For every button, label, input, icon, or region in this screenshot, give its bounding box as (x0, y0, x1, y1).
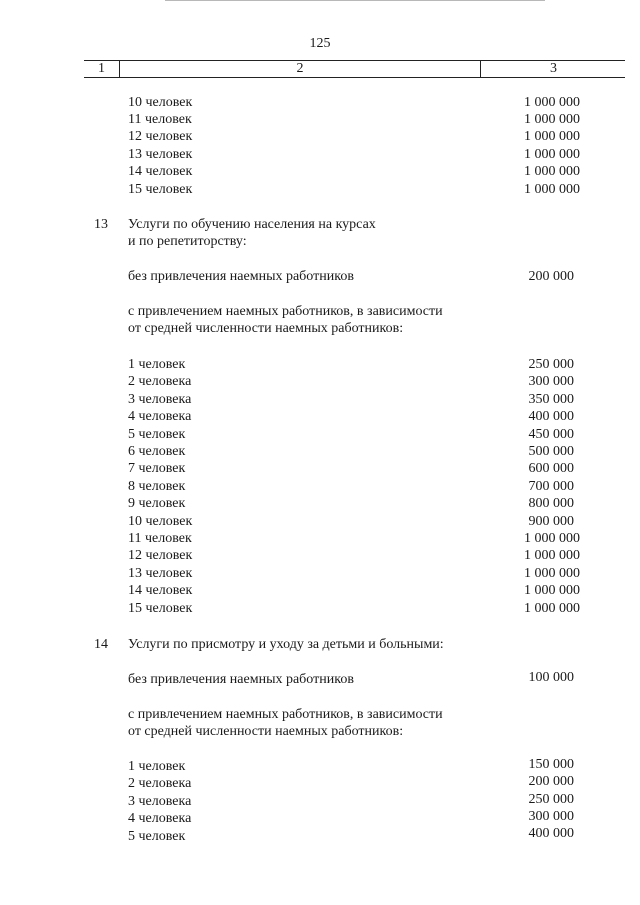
section-number: 14 (94, 637, 108, 652)
row-label: 10 человек (128, 95, 193, 110)
section-title: Услуги по обучению населения на курсах (128, 217, 376, 232)
row-label: 12 человек (128, 548, 193, 563)
row-label: 2 человека (128, 776, 192, 791)
row-label: 5 человек (128, 427, 186, 442)
table-header (84, 60, 625, 78)
row-value: 250 000 (528, 792, 574, 807)
row-label: 7 человек (128, 461, 186, 476)
row-value: 1 000 000 (524, 583, 580, 598)
row-label: 10 человек (128, 514, 193, 529)
row-value: 400 000 (528, 409, 574, 424)
row-value: 1 000 000 (524, 147, 580, 162)
no-hire-label: без привлечения наемных работников (128, 269, 354, 284)
row-value: 800 000 (528, 496, 574, 511)
header-col-3: 3 (480, 61, 626, 77)
row-label: 4 человека (128, 409, 192, 424)
row-value: 1 000 000 (524, 164, 580, 179)
row-value: 250 000 (528, 357, 574, 372)
row-label: 4 человека (128, 811, 192, 826)
row-label: 3 человека (128, 392, 192, 407)
row-value: 1 000 000 (524, 601, 580, 616)
row-label: 1 человек (128, 357, 186, 372)
row-value: 300 000 (528, 809, 574, 824)
row-label: 11 человек (128, 531, 192, 546)
row-label: 8 человек (128, 479, 186, 494)
no-hire-value: 200 000 (528, 269, 574, 284)
row-label: 11 человек (128, 112, 192, 127)
section-number: 13 (94, 217, 108, 232)
row-label: 6 человек (128, 444, 186, 459)
no-hire-value: 100 000 (528, 670, 574, 685)
row-label: 14 человек (128, 164, 193, 179)
row-label: 13 человек (128, 147, 193, 162)
row-label: 3 человека (128, 794, 192, 809)
section-title-cont: и по репетиторству: (128, 234, 247, 249)
row-value: 1 000 000 (524, 566, 580, 581)
row-value: 900 000 (528, 514, 574, 529)
row-value: 1 000 000 (524, 548, 580, 563)
row-label: 14 человек (128, 583, 193, 598)
row-value: 700 000 (528, 479, 574, 494)
hire-intro-cont: от средней численности наемных работников: (128, 724, 404, 739)
hire-intro: с привлечением наемных работников, в зависимости (128, 304, 443, 319)
row-label: 15 человек (128, 601, 193, 616)
row-value: 150 000 (528, 757, 574, 772)
row-value: 450 000 (528, 427, 574, 442)
row-label: 2 человека (128, 374, 192, 389)
row-value: 1 000 000 (524, 531, 580, 546)
hire-intro-cont: от средней численности наемных работников: (128, 321, 404, 336)
row-value: 1 000 000 (524, 95, 580, 110)
row-label: 15 человек (128, 182, 193, 197)
row-value: 1 000 000 (524, 129, 580, 144)
row-label: 9 человек (128, 496, 186, 511)
row-label: 1 человек (128, 759, 186, 774)
no-hire-label: без привлечения наемных работников (128, 672, 354, 687)
section-title: Услуги по присмотру и уходу за детьми и больными: (128, 637, 444, 652)
row-label: 12 человек (128, 129, 193, 144)
row-label: 13 человек (128, 566, 193, 581)
page-number: 125 (309, 36, 331, 51)
header-col-1: 1 (98, 61, 105, 76)
row-value: 200 000 (528, 774, 574, 789)
row-value: 1 000 000 (524, 182, 580, 197)
header-col-2: 2 (119, 61, 480, 77)
row-value: 1 000 000 (524, 112, 580, 127)
top-rule (165, 0, 545, 3)
row-value: 300 000 (528, 374, 574, 389)
row-label: 5 человек (128, 829, 186, 844)
row-value: 400 000 (528, 826, 574, 841)
row-value: 500 000 (528, 444, 574, 459)
row-value: 350 000 (528, 392, 574, 407)
hire-intro: с привлечением наемных работников, в зависимости (128, 707, 443, 722)
row-value: 600 000 (528, 461, 574, 476)
